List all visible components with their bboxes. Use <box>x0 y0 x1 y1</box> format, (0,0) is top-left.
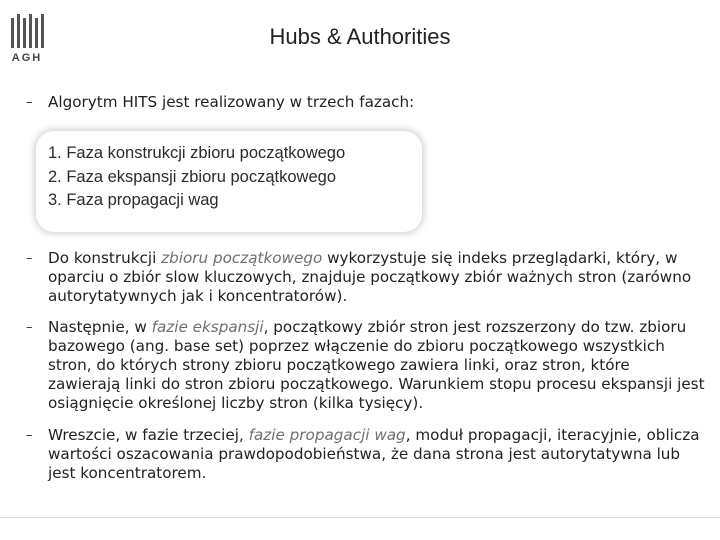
emphasis-text: fazie ekspansji <box>151 318 264 336</box>
propagation-bullet <box>26 426 706 483</box>
expansion-bullet <box>26 318 706 413</box>
intro-text: Algorytm HITS jest realizowany w trzech fazach: <box>48 93 415 111</box>
phases-list <box>48 142 345 213</box>
bullet-marker: – <box>26 95 33 110</box>
construction-bullet <box>26 249 706 306</box>
intro-bullet <box>26 93 706 112</box>
text-run: Do konstrukcji <box>48 249 162 267</box>
bullet-marker: – <box>26 428 33 443</box>
text-run: Wreszcie, w fazie trzeciej, <box>48 426 249 444</box>
emphasis-text: fazie propagacji wag <box>248 426 406 444</box>
text-run: wykorzystuje się indeks przeglądarki, który, w oparciu o zbiór slow kluczowych, znajduje początkowy zbiór ważnych stron (zarówno autorytatywnych jak i koncentratorów). <box>48 249 692 305</box>
bullet-marker: – <box>26 320 33 335</box>
phase-item: 2. Faza ekspansji zbioru początkowego <box>48 167 336 186</box>
phase-item: 1. Faza konstrukcji zbioru początkowego <box>48 144 346 162</box>
phase-item: 3. Faza propagacji wag <box>48 191 219 209</box>
text-run: , moduł propagacji, iteracyjnie, oblicza wartości oszacowania prawdopodobieństwa, że dana strona jest autorytatywna lub jest koncentratorem. <box>48 426 700 482</box>
slide-title: Hubs & Authorities <box>269 24 451 49</box>
text-run: Następnie, w <box>48 318 152 336</box>
footer-divider <box>0 517 720 518</box>
expansion-text <box>48 318 706 413</box>
emphasis-text: zbioru początkowego <box>161 249 323 267</box>
propagation-text <box>48 426 706 483</box>
construction-text <box>48 249 706 306</box>
text-run: , początkowy zbiór stron jest rozszerzony do tzw. zbioru bazowego (ang. base set) poprzez włączenie do zbioru początkowego wszystkich stron, do których strony zbioru początkowego zawiera linki, oraz stron, które zawierają linki do stron zbioru początkowego. Warunkiem stopu procesu ekspansji jest osiągnięcie określonej liczby stron (kilka tysięcy). <box>48 318 705 412</box>
bullet-marker: – <box>26 251 33 266</box>
logo-text: AGH <box>11 52 43 64</box>
